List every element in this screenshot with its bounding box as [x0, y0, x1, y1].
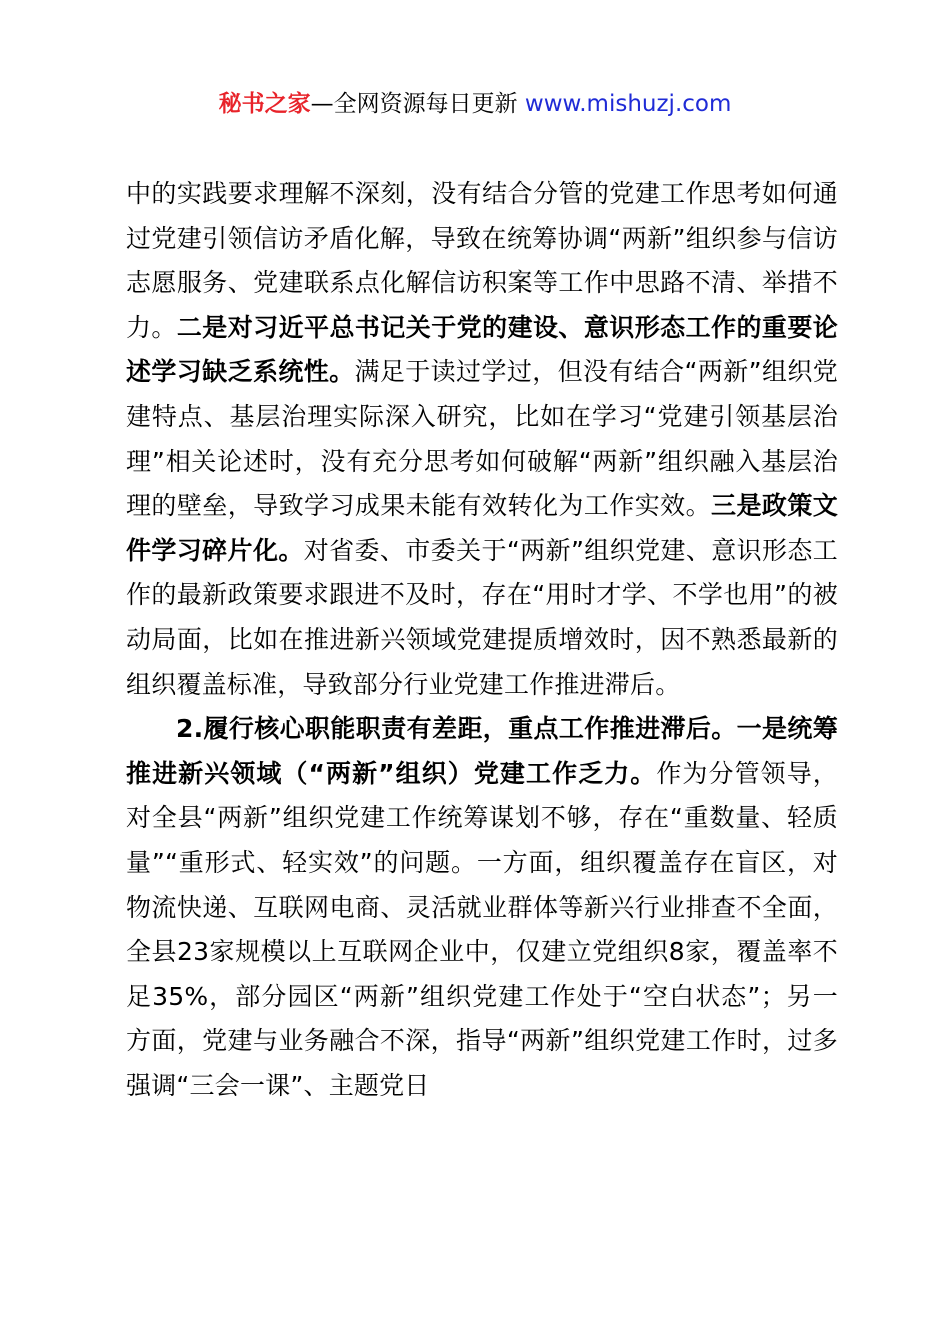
header-brand: 秘书之家 [218, 91, 311, 117]
paragraph1-point-two-heading: 二是对习近平总书记关于党的建设、意识形态工作的重要论述学习缺乏系统性。 [126, 312, 838, 387]
section2-heading: 2.履行核心职能职责有差距，重点工作推进滞后。一是统筹推进新兴领域（“两新”组织）党建工作乏力。 [126, 714, 838, 788]
paragraph1-point-three-heading: 三是政策文件学习碎片化。 [126, 491, 838, 565]
page-header [0, 88, 950, 120]
section2-text: 作为分管领导，对全县“两新”组织党建工作统筹谋划不够，存在“重数量、轻质量”“重形式、轻实效”的问题。一方面，组织覆盖存在盲区，对物流快递、互联网电商、灵活就业群体等新兴行业排查不全面，全县23家规模以上互联网企业中，仅建立党组织8家，覆盖率不足35%，部分园区“两新”组织党建工作处于“空白状态”；另一方面，党建与业务融合不深，指导“两新”组织党建工作时，过多强调“三会一课”、主题党日 [126, 758, 838, 1100]
document-body [126, 172, 838, 1108]
header-url-link[interactable]: www.mishuzj.com [524, 91, 732, 117]
paragraph1-sentence1: 中的实践要求理解不深刻，没有结合分管的党建工作思考如何通过党建引领信访矛盾化解，导致在统筹协调“两新”组织参与信访志愿服务、党建联系点化解信访积案等工作中思路不清、举措不力。 [126, 179, 838, 342]
paragraph-continued [126, 172, 838, 707]
paragraph1-sentence5: 对省委、市委关于“两新”组织党建、意识形态工作的最新政策要求跟进不及时，存在“用时才学、不学也用”的被动局面，比如在推进新兴领域党建提质增效时，因不熟悉最新的组织覆盖标准，导致部分行业党建工作推进滞后。 [126, 535, 839, 699]
header-tagline: —全网资源每日更新 [310, 91, 525, 117]
paragraph1-sentence3: 满足于读过学过，但没有结合“两新”组织党建特点、基层治理实际深入研究，比如在学习“党建引领基层治理”相关论述时，没有充分思考如何破解“两新”组织融入基层治理的壁垒，导致学习成果未能有效转化为工作实效。 [126, 357, 838, 521]
paragraph-section-2 [126, 707, 838, 1108]
